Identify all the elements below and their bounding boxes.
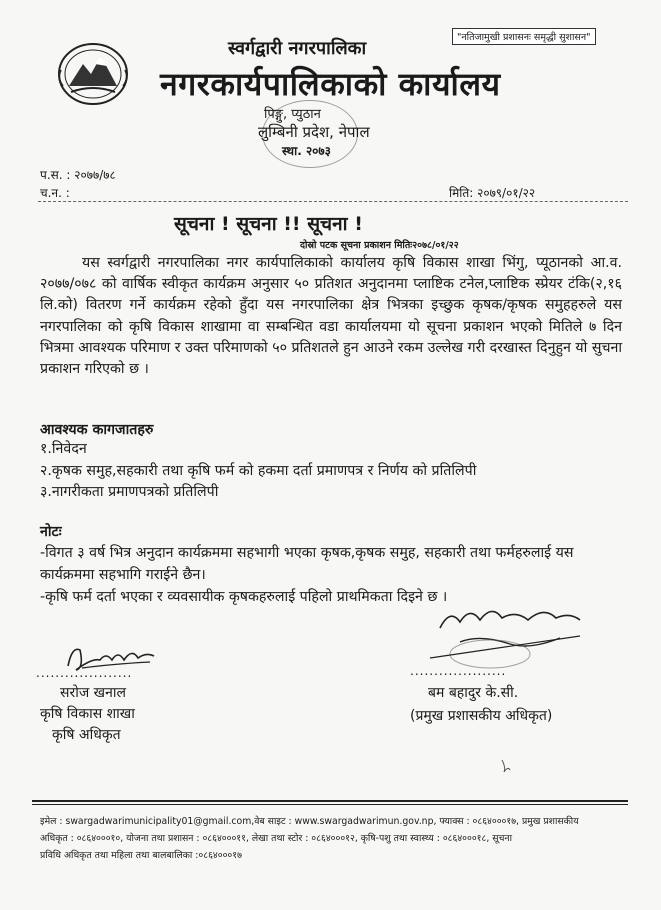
footer-line: इमेल : swargadwarimunicipality01@gmail.com,वेब साइट : www.swargadwarimun.gov.np, फ्याक्स : ०८६४०००१७, प्रमुख प्रशासकीय	[40, 816, 579, 827]
requirements-heading: आवश्यक कागजातहरु	[40, 422, 154, 438]
note-item: -कृषि फर्म दर्ता भएका र व्यवसायीक कृषकहरुलाई पहिलो प्राथमिकता दिइने छ ।	[40, 589, 448, 605]
notice-subtitle: दोस्रो पटक सूचना प्रकाशन मितिः२०७८/०१/२२	[300, 240, 459, 251]
notice-body	[40, 253, 622, 380]
notes-heading: नोटः	[40, 524, 62, 540]
dispatch-number: च.न. :	[40, 186, 70, 200]
signatory-left-name: सरोज खनाल	[60, 685, 126, 701]
motto-box: "नतिजामुखी प्रशासनः समृद्धी सुशासन"	[452, 28, 596, 45]
municipality-logo-icon	[55, 40, 131, 108]
footer-line: प्रविधि अधिकृत तथा महिला तथा बालबालिका :०८६४०००१७	[40, 850, 242, 861]
signatory-left-position: कृषि अधिकृत	[52, 727, 121, 743]
letter-date: मिति: २०७९/०१/२२	[449, 186, 536, 200]
signatory-right-name: बम बहादुर के.सी.	[428, 685, 519, 701]
signature-line-right: ....................	[410, 664, 507, 678]
header-divider	[38, 201, 628, 202]
office-title: नगरकार्यपालिकाको कार्यालय	[160, 65, 501, 103]
footer-divider	[32, 800, 628, 802]
signature-line-left: ....................	[36, 666, 133, 680]
seal-established-year: स्था. २०७३	[282, 144, 331, 158]
requirement-item: ३.नागरीकता प्रमाणपत्रको प्रतिलिपी	[40, 484, 219, 500]
footer-divider-thin	[32, 804, 628, 805]
address-line-1: पिङ्गु, प्युठान	[264, 107, 321, 122]
address-line-2: लुम्बिनी प्रदेश, नेपाल	[258, 123, 370, 141]
requirement-item: २.कृषक समुह,सहकारी तथा कृषि फर्म को हकमा दर्ता प्रमाणपत्र र निर्णय को प्रतिलिपी	[40, 463, 477, 479]
footer-contacts	[40, 813, 625, 864]
notice-title: सूचना ! सूचना !! सूचना !	[174, 213, 363, 235]
note-item: -विगत ३ वर्ष भित्र अनुदान कार्यक्रममा सहभागी भएका कृषक,कृषक समुह, सहकारी तथा फर्महरुलाई यस कार्यक्रममा सहभागि गराईने छैन।	[40, 545, 574, 583]
notice-paragraph: यस स्वर्गद्वारी नगरपालिका नगर कार्यपालिकाको कार्यालय कृषि विकास शाखा भिंगु, प्यूठानको आ.व. २०७७/०७८ को वार्षिक स्वीकृत कार्यक्रम अनुसार ५० प्रतिशत अनुदानमा प्लाष्टिक टनेल,प्लाष्टिक स्प्रेयर टंकि(२,१६ लि.को) वितरण गर्ने कार्यक्रम रहेको हुँदा यस नगरपालिका क्षेत्र भित्रका इच्छुक कृषक/कृषक समुहहरुले यस नगरपालिका को कृषि विकास शाखामा वा सम्बन्धित वडा कार्यालयमा यो सूचना प्रकाशन भएको मितिले ७ दिन भित्रमा आवश्यक परिमाण र उक्त परिमाणको ५० प्रतिशतले हुन आउने रकम उल्लेख गरी दरखास्त दिनुहुन यो सुचना प्रकाशन गरिएको छ ।	[40, 255, 622, 378]
reference-number: प.स. : २०७७/७८	[40, 168, 116, 182]
footer-line: अधिकृत : ०८६४०००१०, योजना तथा प्रशासन : ०८६४०००११, लेखा तथा स्टोर : ०८६४०००१२, कृषि-पशु तथा स्वास्थ्य : ०८६४०००१८, सूचना	[40, 833, 512, 844]
stray-mark-icon	[498, 756, 514, 776]
municipality-name: स्वर्गद्वारी नगरपालिका	[228, 38, 367, 59]
requirement-item: १.निवेदन	[40, 441, 87, 457]
signatory-right-position: (प्रमुख प्रशासकीय अधिकृत)	[410, 708, 553, 724]
signatory-left-department: कृषि विकास शाखा	[40, 706, 135, 722]
